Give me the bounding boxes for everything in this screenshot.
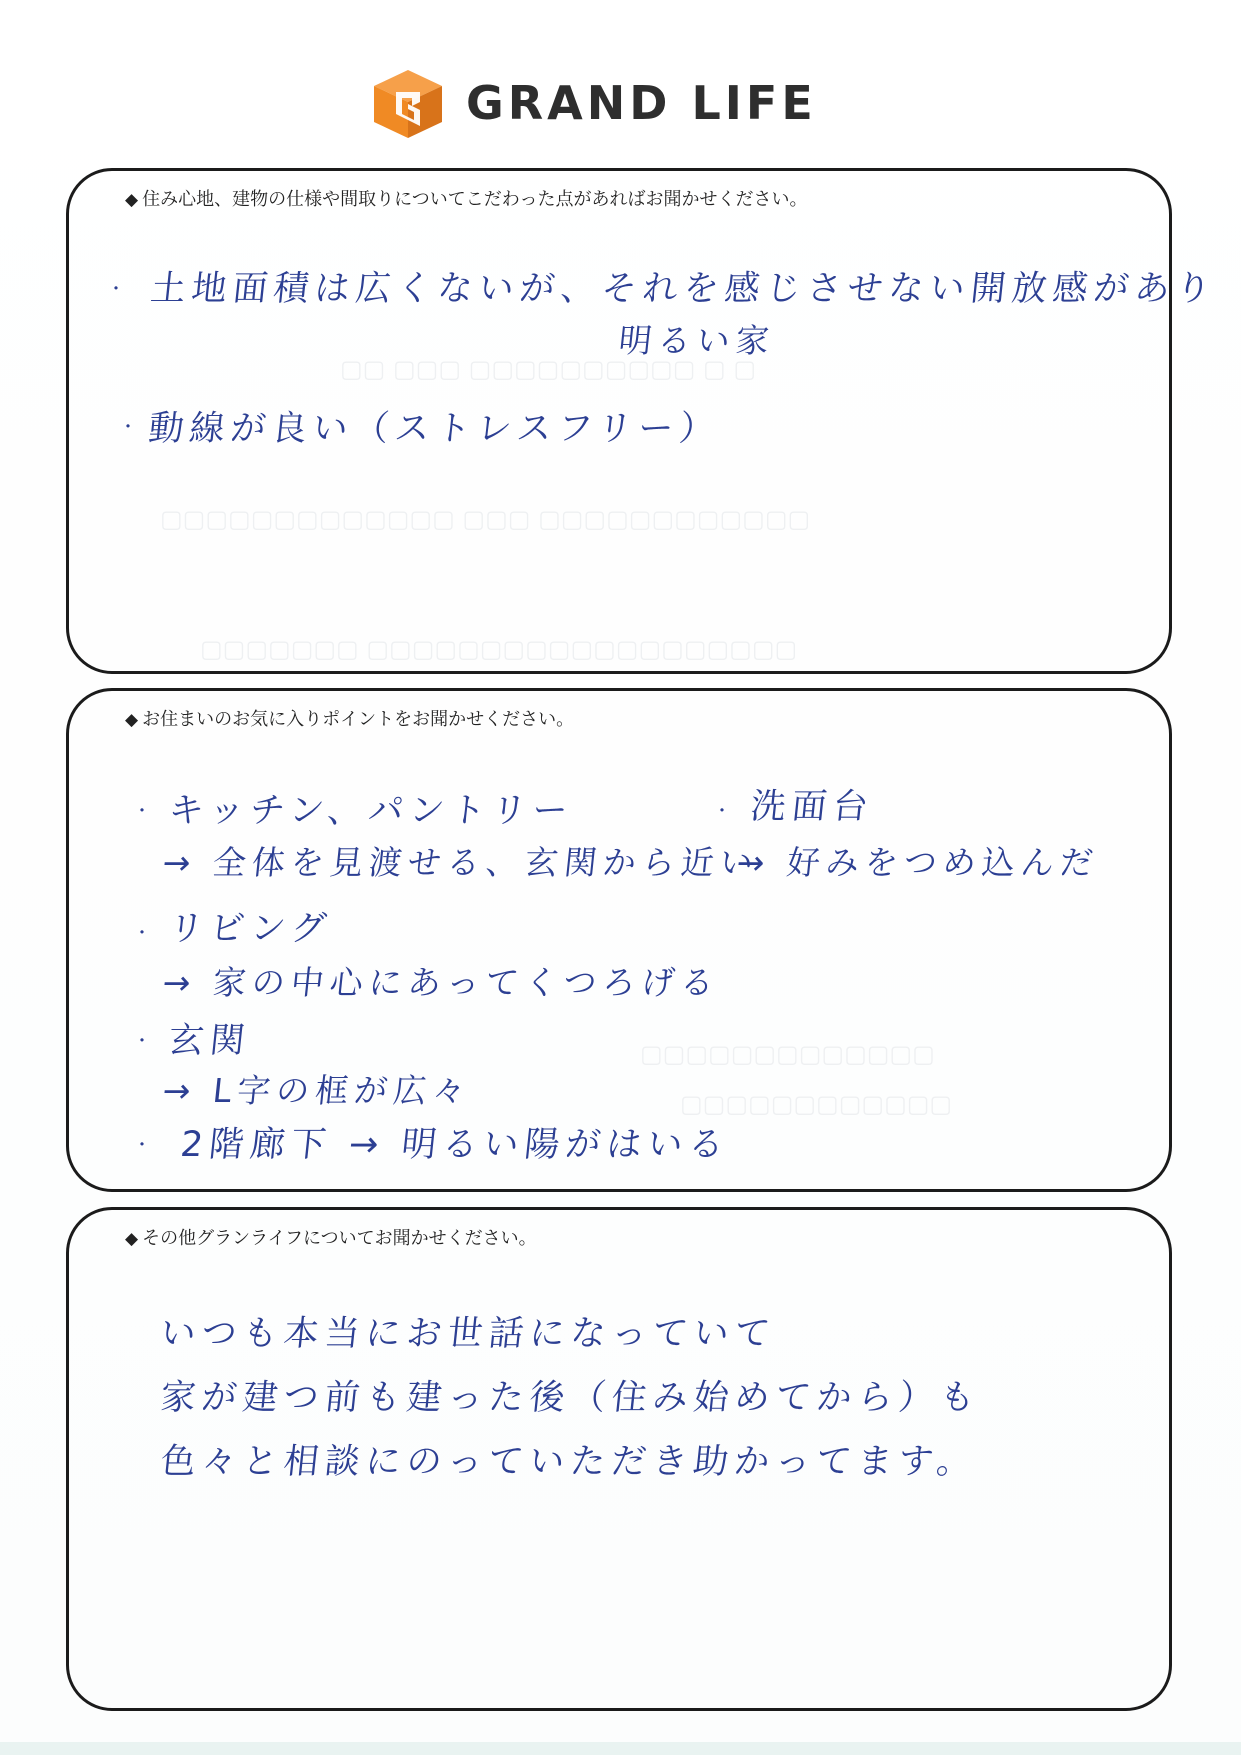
bleed-through-text: ▢▢▢▢▢▢▢▢▢▢▢▢ xyxy=(680,1090,953,1118)
answer-line: 動線が良い（ストレスフリー） xyxy=(146,409,723,449)
grand-life-cube-icon xyxy=(370,66,446,140)
answer-line: いつも本当にお世話になっていて xyxy=(158,1314,778,1354)
favorite-detail: → L字の框が広々 xyxy=(160,1071,474,1110)
bleed-through-text: ▢▢▢▢▢▢▢ ▢▢▢▢▢▢▢▢▢▢▢▢▢▢▢▢▢▢▢ xyxy=(200,635,798,663)
favorite-detail: → 全体を見渡せる、玄関から近い xyxy=(160,843,761,882)
favorite-detail: → 好みをつめ込んだ xyxy=(734,843,1101,882)
favorite-title: リビング xyxy=(166,909,335,949)
scan-edge xyxy=(0,1742,1241,1755)
list-bullet: ・ xyxy=(133,1031,151,1052)
diamond-bullet-icon: ◆ xyxy=(125,1229,139,1249)
bleed-through-text: ▢▢ ▢▢▢ ▢▢▢▢▢▢▢▢▢▢ ▢ ▢ xyxy=(340,355,757,383)
section-box-other xyxy=(66,1207,1172,1711)
list-bullet: ・ xyxy=(713,801,731,822)
list-bullet: ・ xyxy=(107,279,125,300)
section-question xyxy=(125,705,574,731)
section-box-preferences xyxy=(66,168,1219,674)
brand-name: GRAND LIFE xyxy=(466,76,817,130)
bleed-through-text: ▢▢▢▢▢▢▢▢▢▢▢▢▢ ▢▢▢ ▢▢▢▢▢▢▢▢▢▢▢▢ xyxy=(160,505,811,533)
answer-line: 家が建つ前も建った後（住み始めてから）も xyxy=(158,1378,983,1418)
favorite-title: 洗面台 xyxy=(748,787,876,827)
favorite-title: キッチン、パントリー xyxy=(166,791,576,831)
section-box-favorites xyxy=(66,688,1172,1192)
answer-line: 明るい家 xyxy=(616,321,777,360)
favorite-detail: → 家の中心にあってくつろげる xyxy=(160,963,722,1002)
bleed-through-text: ▢▢▢▢▢▢▢▢▢▢▢▢▢ xyxy=(640,1040,935,1068)
question-text: お住まいのお気に入りポイントをお聞かせください。 xyxy=(142,709,575,730)
section-question xyxy=(125,1224,537,1250)
favorite-title: 玄関 xyxy=(166,1021,253,1061)
brand-logo xyxy=(370,66,817,140)
question-text: 住み心地、建物の仕様や間取りについてこだわった点があればお聞かせください。 xyxy=(142,189,808,210)
favorite-title: 2階廊下 → 明るい陽がはいる xyxy=(178,1125,732,1165)
list-bullet: ・ xyxy=(119,417,137,438)
list-bullet: ・ xyxy=(133,1135,151,1156)
list-bullet: ・ xyxy=(133,801,151,822)
list-bullet: ・ xyxy=(133,923,151,944)
question-text: その他グランライフについてお聞かせください。 xyxy=(142,1228,537,1249)
section-question xyxy=(125,185,808,211)
answer-line: 土地面積は広くないが、それを感じさせない開放感があり xyxy=(148,269,1219,309)
diamond-bullet-icon: ◆ xyxy=(125,190,139,210)
answer-line: 色々と相談にのっていただき助かってます。 xyxy=(158,1442,980,1482)
diamond-bullet-icon: ◆ xyxy=(125,710,139,730)
